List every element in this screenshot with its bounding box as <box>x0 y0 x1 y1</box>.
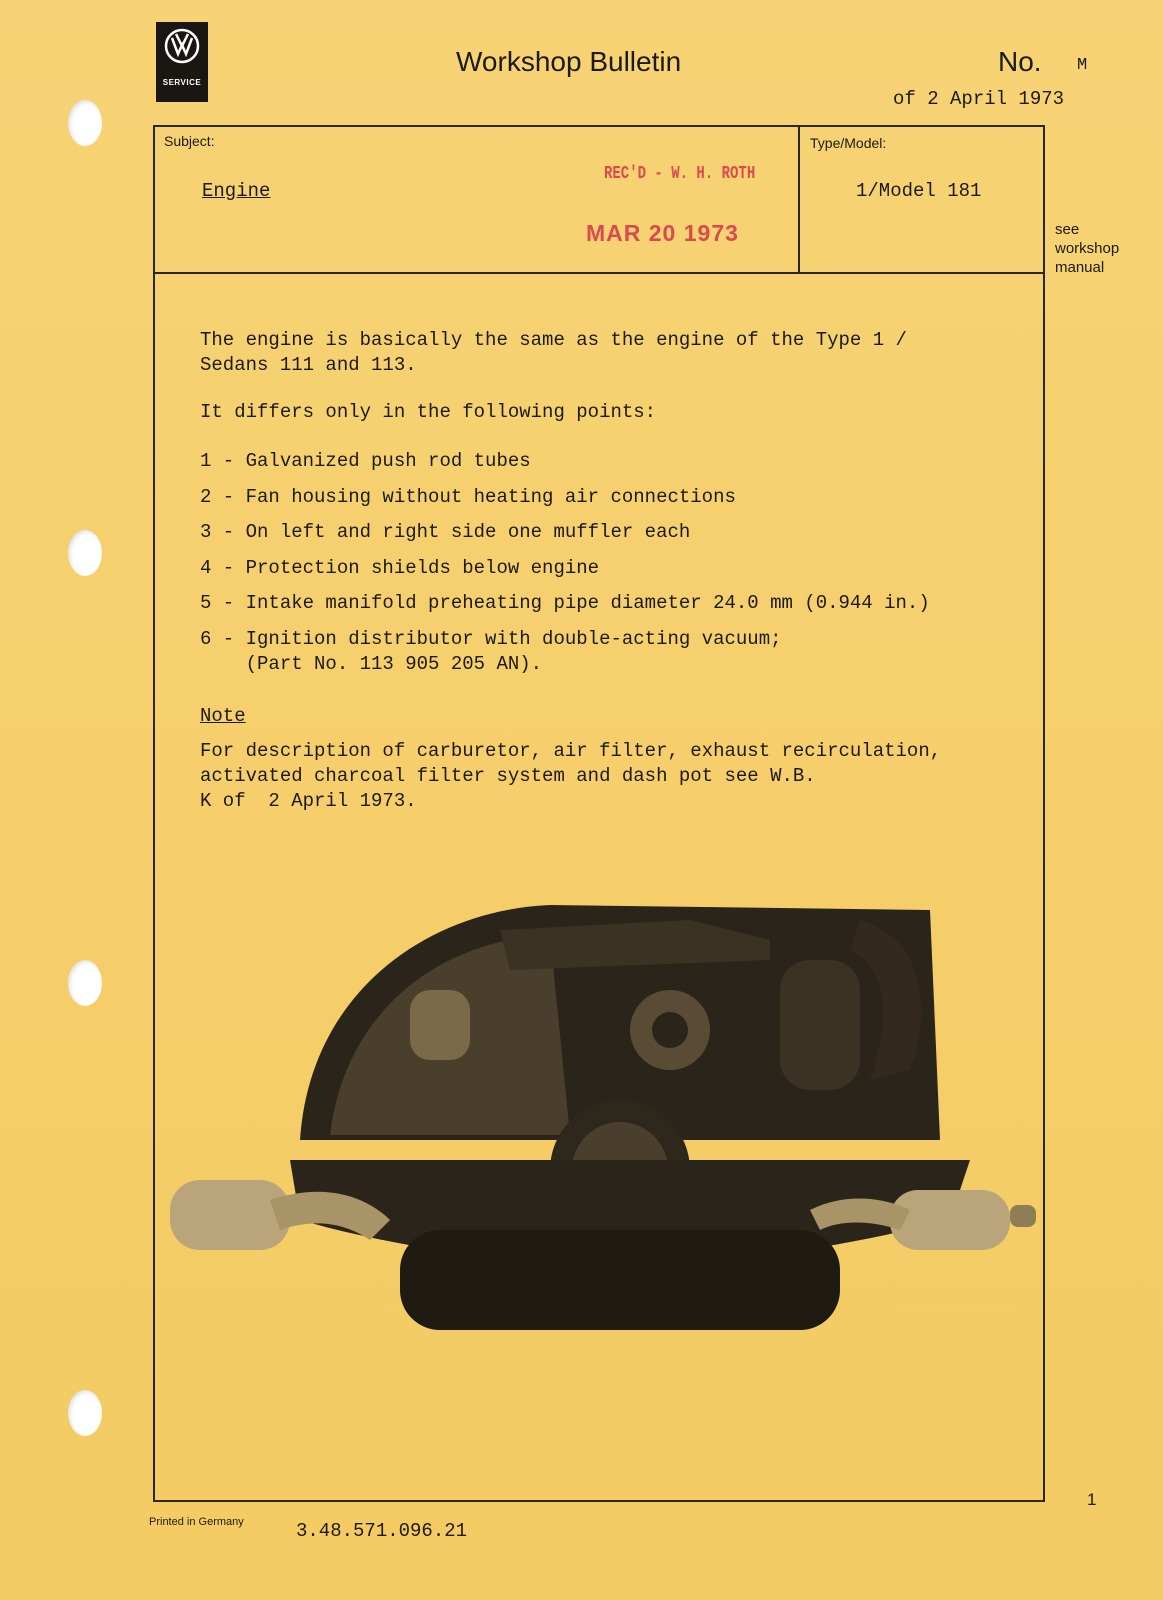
number-label: No. <box>998 46 1042 77</box>
side-note-line: workshop <box>1055 240 1120 257</box>
list-item: 6 - Ignition distributor with double-acting vacuum; (Part No. 113 905 205 AN). <box>200 628 782 675</box>
side-note-line: manual <box>1055 259 1105 276</box>
type-model-label: Type/Model: <box>810 135 887 151</box>
note-text: For description of carburetor, air filter, exhaust recirculation, activated charcoal filter system and dash pot see W.B. K of 2 April 1973. <box>200 740 942 812</box>
printed-in: Printed in Germany <box>149 1516 244 1528</box>
number-value: M <box>1077 56 1088 75</box>
vw-logo-icon <box>164 28 200 64</box>
note-heading: Note <box>200 705 246 727</box>
bulletin-date: of 2 April 1973 <box>893 88 1065 110</box>
list-item: 5 - Intake manifold preheating pipe diameter 24.0 mm (0.944 in.) <box>200 592 930 614</box>
vw-service-logo <box>156 22 208 102</box>
logo-label: SERVICE <box>162 78 202 87</box>
intro-paragraph: The engine is basically the same as the engine of the Type 1 / Sedans 111 and 113. <box>200 329 907 376</box>
binder-hole <box>68 100 102 146</box>
differs-sentence: It differs only in the following points: <box>200 401 657 423</box>
received-stamp-date: MAR 20 1973 <box>586 220 739 246</box>
binder-hole <box>68 960 102 1006</box>
binder-hole <box>68 530 102 576</box>
bulletin-title: Workshop Bulletin <box>456 46 682 77</box>
list-item: 4 - Protection shields below engine <box>200 557 600 579</box>
engine-photo <box>170 900 1036 1345</box>
binder-hole <box>68 1390 102 1436</box>
subject-label: Subject: <box>164 133 215 149</box>
list-item: 1 - Galvanized push rod tubes <box>200 450 531 472</box>
page-number: 1 <box>1087 1490 1097 1509</box>
type-model-value: 1/Model 181 <box>856 180 982 202</box>
list-item: 3 - On left and right side one muffler each <box>200 521 691 543</box>
received-stamp-name: REC'D - W. H. ROTH <box>604 163 756 185</box>
document-code: 3.48.571.096.21 <box>296 1520 468 1542</box>
side-note <box>1055 220 1119 277</box>
divider <box>153 272 1045 274</box>
list-item: 2 - Fan housing without heating air connections <box>200 486 736 508</box>
subject-value: Engine <box>202 180 271 202</box>
side-note-line: see <box>1055 221 1080 238</box>
divider <box>798 125 800 274</box>
